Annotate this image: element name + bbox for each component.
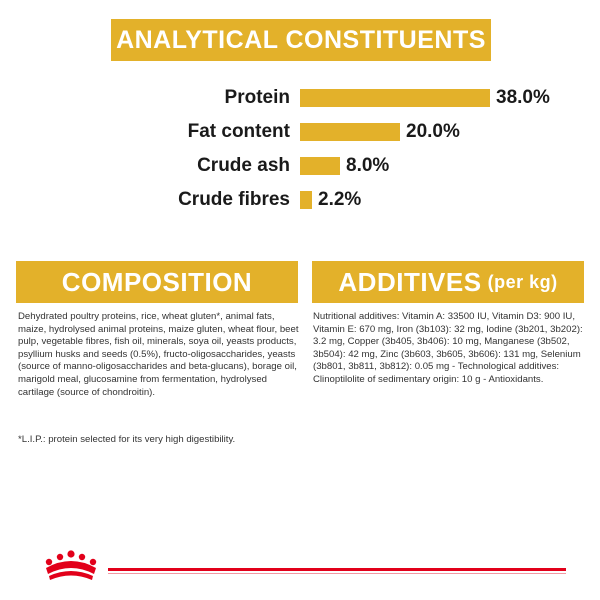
- composition-banner: [16, 261, 298, 303]
- additives-title: ADDITIVES: [338, 266, 482, 297]
- additives-text: Nutritional additives: Vitamin A: 33500 IU, Vitamin D3: 900 IU, Vitamin E: 670 mg, Iron (3b103): 32 mg, Iodine (3b201, 3b202): 3.2 mg, Copper (3b405, 3b406): 10 mg, Manganese (3b502, 3b504): 42 mg, Zinc (3b603, 3b605, 3b606): 131 mg, Selenium (3b801, 3b811, 3b812): 0.05 mg - Technological additives: Clinoptilolite of sedimentary origin: 10 g - Antioxidants.: [313, 311, 583, 385]
- constituent-value: 8.0%: [346, 155, 390, 176]
- constituent-row-fat: [0, 118, 600, 146]
- constituent-row-fibres: [0, 186, 600, 214]
- constituent-label: Crude fibres: [178, 189, 290, 210]
- constituent-label: Fat content: [187, 121, 290, 142]
- lip-footnote: *L.I.P.: protein selected for its very high digestibility.: [18, 434, 236, 445]
- composition-title: COMPOSITION: [61, 266, 253, 297]
- analytical-title: ANALYTICAL CONSTITUENTS: [116, 25, 486, 54]
- constituent-value: 20.0%: [406, 121, 460, 142]
- additives-banner: [312, 261, 584, 303]
- analytical-constituents-banner: [111, 19, 491, 61]
- royal-canin-crown-icon: [42, 548, 100, 584]
- constituent-bar: [300, 123, 400, 141]
- additives-title-suffix: (per kg): [487, 271, 558, 292]
- constituent-label: Crude ash: [197, 155, 290, 176]
- constituent-value: 38.0%: [496, 87, 550, 108]
- constituent-label: Protein: [224, 87, 290, 108]
- constituent-bar: [300, 191, 312, 209]
- composition-text: Dehydrated poultry proteins, rice, wheat gluten*, animal fats, maize, hydrolysed animal proteins, maize gluten, wheat flour, beet pulp, vegetable fibres, fish oil, minerals, soya oil, yeasts products, psyllium husks and seeds (0.5%), fructo-oligosaccharides, yeasts (source of manno-oligosaccharides and beta-glucans), borage oil, marigold meal, glucosamine from fermentation, hydrolysed cartilage (source of chondroitin).: [18, 311, 299, 398]
- footer-red-line: [108, 568, 566, 571]
- constituent-row-ash: [0, 152, 600, 180]
- constituent-bar: [300, 89, 490, 107]
- footer-red-line-thin: [108, 573, 566, 574]
- constituent-bar: [300, 157, 340, 175]
- constituent-value: 2.2%: [318, 189, 362, 210]
- constituent-row-protein: [0, 84, 600, 112]
